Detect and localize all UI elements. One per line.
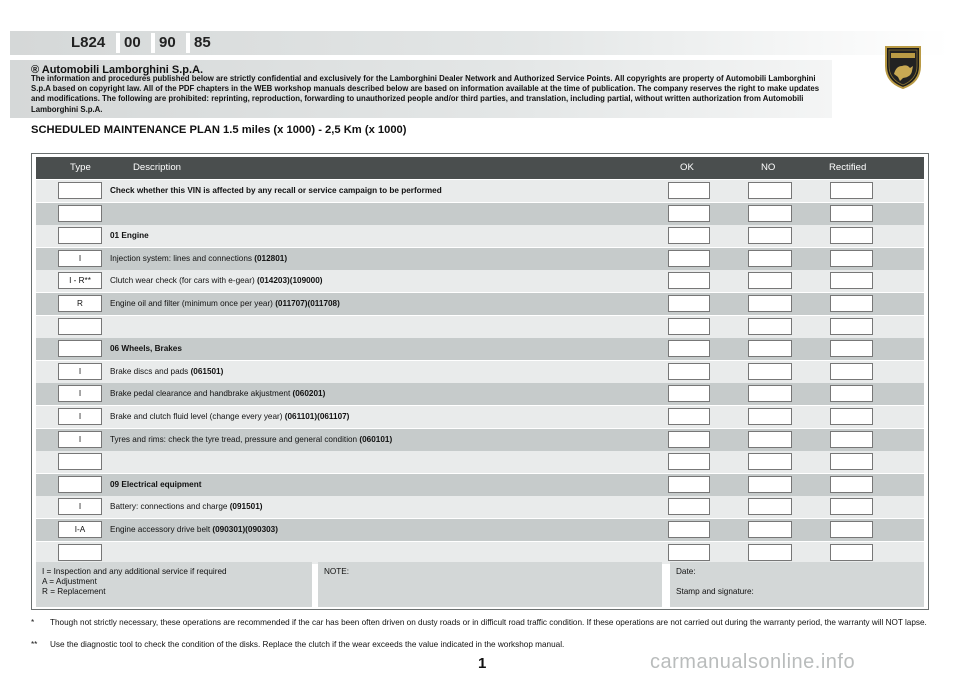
rectified-checkbox[interactable] (830, 295, 873, 312)
rectified-checkbox[interactable] (830, 250, 873, 267)
description-text: Check whether this VIN is affected by any recall or service campaign to be performed (110, 186, 442, 195)
description-cell (110, 270, 323, 292)
table-header (36, 157, 924, 179)
header-no: NO (761, 162, 776, 173)
description-cell (110, 474, 201, 496)
no-checkbox[interactable] (748, 408, 792, 425)
operation-code: (011707)(011708) (275, 299, 340, 308)
doc-code-3: 90 (159, 34, 176, 51)
doc-code-2: 00 (124, 34, 141, 51)
operation-code: (061501) (190, 366, 224, 376)
rectified-checkbox[interactable] (830, 318, 873, 335)
type-cell: I - R** (58, 272, 102, 289)
description-cell (110, 338, 182, 360)
rectified-checkbox[interactable] (830, 544, 873, 561)
ok-checkbox[interactable] (668, 363, 710, 380)
description-cell (110, 225, 149, 247)
stamp-label: Stamp and signature: (676, 587, 754, 596)
ok-checkbox[interactable] (668, 431, 710, 448)
table-row (36, 180, 924, 202)
type-cell (58, 205, 102, 222)
doc-code-1: L824 (71, 34, 106, 51)
date-stamp-box[interactable] (670, 562, 924, 607)
type-cell: I-A (58, 521, 102, 538)
no-checkbox[interactable] (748, 272, 792, 289)
table-row (36, 519, 924, 541)
ok-checkbox[interactable] (668, 498, 710, 515)
type-cell: I (58, 408, 102, 425)
table-row (36, 496, 924, 518)
ok-checkbox[interactable] (668, 318, 710, 335)
type-cell: I (58, 250, 102, 267)
ok-checkbox[interactable] (668, 272, 710, 289)
operation-code: (091501) (229, 502, 263, 512)
description-text: 06 Wheels, Brakes (110, 344, 182, 354)
no-checkbox[interactable] (748, 521, 792, 538)
type-cell (58, 476, 102, 493)
no-checkbox[interactable] (748, 227, 792, 244)
type-cell: I (58, 363, 102, 380)
description-cell (110, 429, 392, 451)
legend-line: R = Replacement (42, 587, 106, 596)
rectified-checkbox[interactable] (830, 227, 873, 244)
header-ok: OK (680, 162, 694, 173)
table-row (36, 361, 924, 383)
rectified-checkbox[interactable] (830, 431, 873, 448)
operation-code: (060201) (292, 389, 326, 399)
ok-checkbox[interactable] (668, 227, 710, 244)
table-row (36, 451, 924, 473)
ok-checkbox[interactable] (668, 205, 710, 222)
description-cell (110, 383, 325, 405)
type-cell (58, 544, 102, 561)
no-checkbox[interactable] (748, 385, 792, 402)
footnote-2: Use the diagnostic tool to check the condition of the disks. Replace the clutch if the wear exceeds the value indicated in the workshop manual. (50, 640, 565, 649)
no-checkbox[interactable] (748, 476, 792, 493)
type-cell (58, 182, 102, 199)
ok-checkbox[interactable] (668, 521, 710, 538)
no-checkbox[interactable] (748, 182, 792, 199)
ok-checkbox[interactable] (668, 408, 710, 425)
description-cell (110, 180, 442, 202)
rectified-checkbox[interactable] (830, 408, 873, 425)
type-cell: I (58, 431, 102, 448)
note-box[interactable] (318, 562, 662, 607)
operation-code: (060101) (359, 434, 393, 444)
rectified-checkbox[interactable] (830, 476, 873, 493)
no-checkbox[interactable] (748, 295, 792, 312)
operation-code: (014203)(109000) (256, 276, 323, 286)
no-checkbox[interactable] (748, 250, 792, 267)
description-cell (110, 519, 278, 541)
note-label: NOTE: (324, 567, 350, 576)
ok-checkbox[interactable] (668, 295, 710, 312)
rectified-checkbox[interactable] (830, 498, 873, 515)
rectified-checkbox[interactable] (830, 182, 873, 199)
doc-code-4: 85 (194, 34, 211, 51)
lamborghini-logo (883, 44, 923, 90)
table-row (36, 406, 924, 428)
description-text: Engine oil and filter (minimum once per year) (110, 299, 276, 308)
description-cell (110, 496, 262, 518)
footnote-mark-1: * (31, 618, 35, 627)
table-row (36, 270, 924, 292)
table-row (36, 225, 924, 247)
description-text: Brake and clutch fluid level (change every year) (110, 412, 285, 421)
operation-code: (090301)(090303) (212, 525, 278, 534)
company-name: ® Automobili Lamborghini S.p.A. (31, 64, 204, 76)
code-separator (186, 33, 190, 53)
table-row (36, 383, 924, 405)
no-checkbox[interactable] (748, 453, 792, 470)
table-row (36, 429, 924, 451)
type-cell (58, 227, 102, 244)
ok-checkbox[interactable] (668, 250, 710, 267)
type-cell (58, 340, 102, 357)
document-code-bar (10, 31, 950, 55)
description-text: Engine accessory drive belt (110, 525, 213, 534)
operation-code: (012801) (254, 253, 288, 263)
description-text: Tyres and rims: check the tyre tread, pressure and general condition (110, 434, 360, 444)
code-separator (151, 33, 155, 53)
description-text: Injection system: lines and connections (110, 253, 255, 263)
table-row (36, 316, 924, 338)
ok-checkbox[interactable] (668, 544, 710, 561)
ok-checkbox[interactable] (668, 453, 710, 470)
description-text: 01 Engine (110, 231, 149, 241)
table-row (36, 338, 924, 360)
watermark: carmanualsonline.info (650, 651, 856, 673)
type-cell: R (58, 295, 102, 312)
description-cell (110, 406, 349, 428)
type-cell (58, 318, 102, 335)
no-checkbox[interactable] (748, 318, 792, 335)
date-label: Date: (676, 567, 696, 576)
page-title: SCHEDULED MAINTENANCE PLAN 1.5 miles (x 1000) - 2,5 Km (x 1000) (31, 124, 407, 136)
rectified-checkbox[interactable] (830, 521, 873, 538)
legend-box (36, 562, 312, 607)
legend-line: I = Inspection and any additional service if required (42, 567, 227, 576)
table-row (36, 203, 924, 225)
table-row (36, 474, 924, 496)
rectified-checkbox[interactable] (830, 205, 873, 222)
table-row (36, 293, 924, 315)
legend-line: A = Adjustment (42, 577, 97, 586)
description-cell (110, 293, 340, 315)
header-description: Description (133, 162, 181, 173)
no-checkbox[interactable] (748, 544, 792, 561)
rectified-checkbox[interactable] (830, 272, 873, 289)
description-text: Battery: connections and charge (110, 502, 230, 512)
ok-checkbox[interactable] (668, 385, 710, 402)
ok-checkbox[interactable] (668, 340, 710, 357)
table-row (36, 248, 924, 270)
type-cell: I (58, 498, 102, 515)
no-checkbox[interactable] (748, 340, 792, 357)
description-text: Brake pedal clearance and handbrake akjustment (110, 389, 293, 399)
no-checkbox[interactable] (748, 363, 792, 380)
rectified-checkbox[interactable] (830, 453, 873, 470)
rectified-checkbox[interactable] (830, 385, 873, 402)
code-separator (116, 33, 120, 53)
description-text: Clutch wear check (for cars with e-gear) (110, 276, 257, 286)
no-checkbox[interactable] (748, 498, 792, 515)
rectified-checkbox[interactable] (830, 340, 873, 357)
type-cell: I (58, 385, 102, 402)
type-cell (58, 453, 102, 470)
table-row (36, 542, 924, 564)
page-number: 1 (478, 655, 487, 672)
description-cell (110, 248, 287, 270)
confidentiality-notice: The information and procedures published below are strictly confidential and exclusively for the Lamborghini Dealer Network and Authorized Service Points. All copyrights are property of Automobili Lamborghini S.p.A based on copyright law. All of the PDF chapters in the WEB workshop manuals described below are based on information available at the time of publication. The company reserves the right to make updates and modifications. The following are prohibited: reprinting, reproduction, forwarding to unauthorized people and/or third parties, and translation, including partial, without written authorization from Automobili Lamborghini S.p.A. (31, 74, 820, 114)
no-checkbox[interactable] (748, 205, 792, 222)
header-type: Type (70, 162, 91, 173)
footnote-1: Though not strictly necessary, these operations are recommended if the car has been often driven on dusty roads or in difficult road traffic condition. If these operations are not carried out during the warranty period, the warranty will NOT lapse. (50, 618, 927, 627)
rectified-checkbox[interactable] (830, 363, 873, 380)
description-text: Brake discs and pads (110, 366, 191, 376)
ok-checkbox[interactable] (668, 476, 710, 493)
description-text: 09 Electrical equipment (110, 479, 202, 489)
operation-code: (061101)(061107) (284, 412, 350, 421)
ok-checkbox[interactable] (668, 182, 710, 199)
header-rectified: Rectified (829, 162, 867, 173)
footnote-mark-2: ** (31, 640, 38, 649)
no-checkbox[interactable] (748, 431, 792, 448)
description-cell (110, 361, 223, 383)
